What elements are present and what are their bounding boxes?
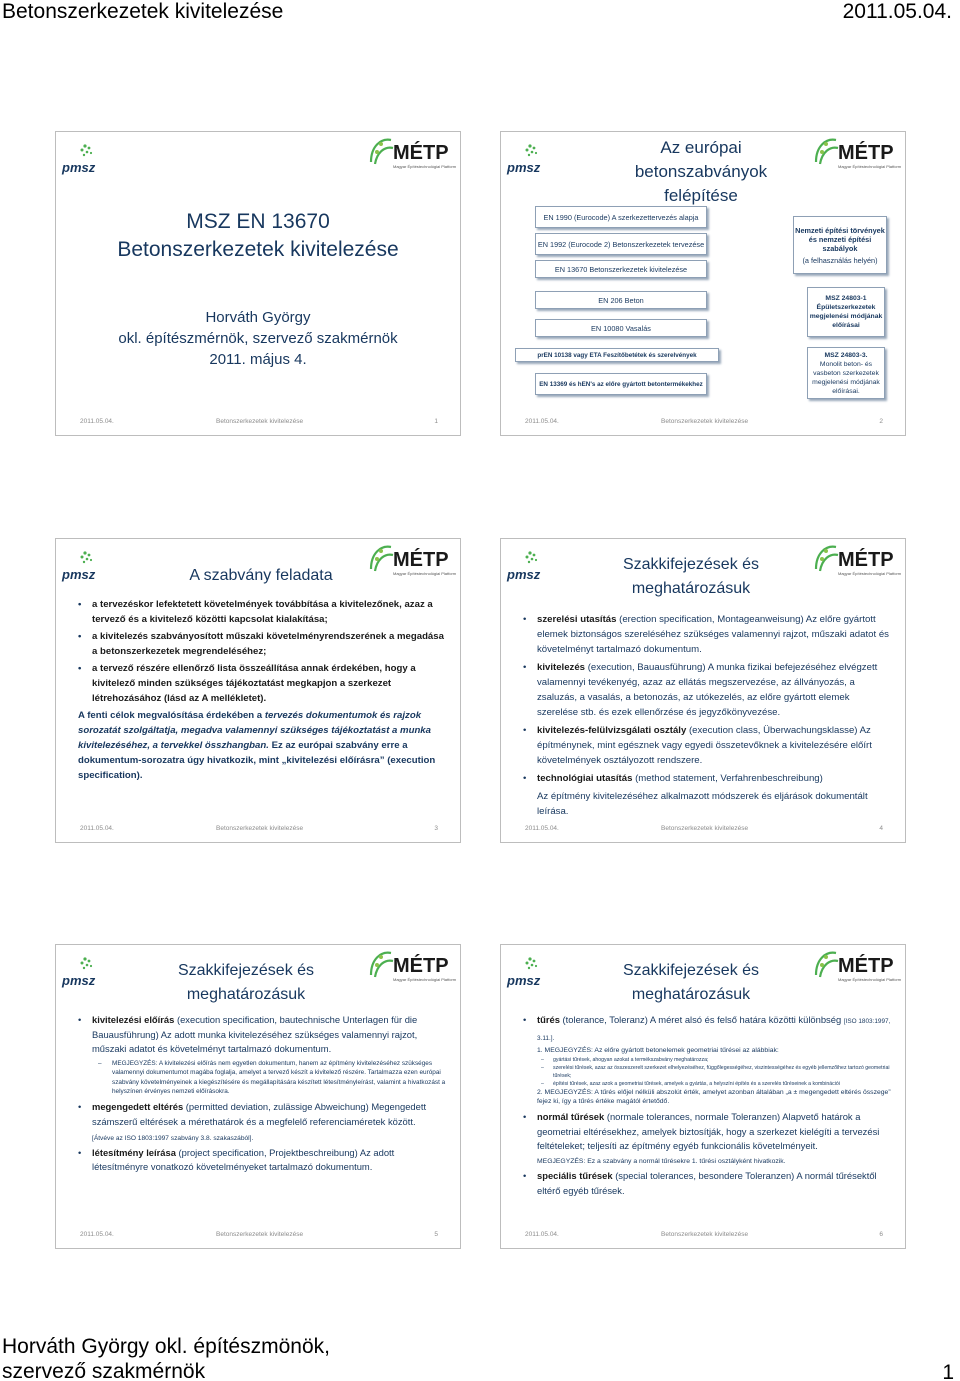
header-date: 2011.05.04.	[842, 0, 952, 23]
svg-text:MÉTP: MÉTP	[393, 549, 449, 571]
pmsz-logo-icon	[506, 953, 546, 993]
note: 1. MEGJEGYZÉS: Az előre gyártott betonelemek geometriai tűrései az alábbiak:	[537, 1047, 779, 1055]
page-header	[0, 0, 960, 26]
metp-logo-icon	[812, 945, 904, 985]
metp-logo-icon	[367, 945, 459, 985]
box-msz-24803-1: MSZ 24803-1 Épületszerkezetek megjelenési módjának előírásai	[807, 287, 885, 337]
bullet: • létesítmény leírása (project specification, Projektbeschreibung) Az adott létesítményre vonatkozó követelményeket tartalmazó dokumentum.	[78, 1146, 448, 1175]
slide-1-title: MSZ EN 13670 Betonszerkezetek kivitelezése	[117, 210, 399, 261]
box-en-206: EN 206 Beton	[535, 291, 707, 309]
reference: [Átvéve az ISO 1803:1997 szabvány 3.8. szakaszából].	[92, 1134, 254, 1142]
slide-5-body	[78, 1013, 448, 1175]
pmsz-logo-icon	[61, 547, 101, 587]
metp-logo-icon	[812, 132, 904, 172]
box-en-13369: EN 13369 és hEN's az előre gyártott betontermékekhez	[535, 373, 707, 395]
note-item: – gyártási tűrések, ahogyan azokat a termékszabvány meghatározza;	[523, 1056, 893, 1064]
box-msz-24803-3: MSZ 24803-3. Monolit beton- és vasbeton szerkezetek megjelenési módjának előírásai.	[807, 347, 885, 399]
metp-logo-icon	[367, 132, 459, 172]
svg-text:pmsz: pmsz	[507, 160, 541, 175]
slide-1	[55, 131, 461, 436]
slide-3-title: A szabvány feladata	[189, 567, 333, 584]
slide-footer: 2011.05.04. Betonszerkezetek kivitelezése 5	[80, 1231, 438, 1238]
slide-footer: 2011.05.04. Betonszerkezetek kivitelezése 4	[525, 825, 883, 832]
slide-6	[500, 944, 906, 1249]
slide-4-title: Szakkifejezések és meghatározásuk	[622, 556, 760, 597]
paragraph: A fenti célok megvalósítása érdekében a tervezés dokumentumok és rajzok sorozatát szolgáltatja, megadva valamennyi szükséges tájékoztatást a munka kivitelezéséhez, a tervekkel összhangban. Ez az európai szabvány erre a dokumentum-sorozatra úgy hivatkozik, mint „kivitelezési előírásra” (execution specification).	[78, 710, 436, 781]
bullet: • normál tűrések (normale tolerances, normale Toleranzen) Alapvető határok a geometriai eltérésekhez, amelyek biztosítják, hogy a szerkezet kielégíti a tervezési feltételeket; teljesíti az építmény egyéb funkcionális követelményeit.	[523, 1110, 893, 1154]
slide-6-title: Szakkifejezések és meghatározásuk	[622, 962, 760, 1003]
slide-2	[500, 131, 906, 436]
svg-text:Magyar Építéstechnológiai Plat: Magyar Építéstechnológiai Platform	[838, 977, 902, 982]
bullet: • kivitelezés-felülvizsgálati osztály (execution class, Überwachungsklasse) Az építménynek, mint egésznek vagy egyedi összetevőknek a kivitelezésére előírt követelmények osztályozott rendszere.	[523, 723, 893, 768]
note: – MEGJEGYZÉS: A kivitelezési előírás nem egyetlen dokumentum, hanem az építmény kivitelezéséhez szükséges valamennyi dokumentumot magába foglalja, amelyet a tervező készít a kivitelező részére. Tartalmazza ezen európai szabvány követelményeinek a kiegészítésére és megállapítására készített létesítményleírást, valamint a hivatkozást a helyszínen érvényes nemzeti előírásokra.	[78, 1059, 448, 1097]
svg-text:pmsz: pmsz	[507, 973, 541, 988]
slide-5	[55, 944, 461, 1249]
bullet: • speciális tűrések (special tolerances, besondere Toleranzen) A normál tűrésektől eltérő egyéb tűrések.	[523, 1169, 893, 1198]
note-item: – építési tűrések, azaz azok a geometriai tűrések, amelyek a gyártás, a helyszíni építés és a szerelés tűréseinek a kombinációi	[523, 1080, 893, 1088]
slide-4	[500, 538, 906, 843]
svg-text:pmsz: pmsz	[62, 160, 96, 175]
note: 2. MEGJEGYZÉS: A tűrés előjel nélküli abszolút érték, amelyet azonban általában „a ± megengedett eltérés összege” fejez ki, így a tűrés értéke magától értetődő.	[537, 1088, 891, 1106]
svg-text:Magyar Építéstechnológiai Plat: Magyar Építéstechnológiai Platform	[393, 164, 457, 169]
box-national-rules: Nemzeti építési törvények és nemzeti építési szabályok (a felhasználás helyén)	[793, 216, 887, 274]
footer-author: Horváth György okl. építészmönök, szervező szakmérnök	[2, 1335, 330, 1381]
slide-footer: 2011.05.04. Betonszerkezetek kivitelezése 6	[525, 1231, 883, 1238]
svg-text:MÉTP: MÉTP	[838, 549, 894, 571]
svg-text:MÉTP: MÉTP	[838, 955, 894, 977]
bullet: • a tervezéskor lefektetett követelmények továbbítása a kivitelezőnek, azaz a tervező és a kivitelező közötti kapcsolat kialakítása;	[78, 597, 448, 627]
note-item: – szerelési tűrések, azaz az összeszerelt szerkezet elhelyezéséhez, függőlegességéhez, viszintességéhez és egyéb jellemzőihez tartozó geometriai tűrések;	[523, 1064, 893, 1080]
slide-4-body	[523, 612, 893, 819]
slide-1-subtitle: Horváth György okl. építészmérnök, szervező szakmérnök 2011. május 4.	[118, 309, 398, 368]
bullet: • szerelési utasítás (erection specification, Montageanweisung) Az előre gyártott elemek biztonságos szereléséhez szükséges valamennyi rajzot, műszaki adatot és követelményt tartalmazó dokumentum.	[523, 612, 893, 657]
slide-2-title: Az európai betonszabványok felépítése	[634, 138, 768, 205]
slide-6-body	[523, 1013, 893, 1199]
svg-text:MÉTP: MÉTP	[838, 142, 894, 164]
svg-text:Magyar Építéstechnológiai Plat: Magyar Építéstechnológiai Platform	[838, 164, 902, 169]
footer-page-number: 1	[942, 1361, 954, 1381]
slide-3-body	[78, 597, 448, 783]
bullet: • a tervező részére ellenőrző lista összeállítása annak érdekében, hogy a kivitelező minden szükséges tájékoztatást megkapjon a szerkezet létrehozásához (lásd az A mellékletet).	[78, 661, 448, 706]
page-footer	[0, 1334, 960, 1380]
bullet: • megengedett eltérés (permitted deviation, zulässige Abweichung) Megengedett számszerű eltérések a mérethatárok és a megfelelő referenciaméretek között.	[78, 1100, 448, 1129]
bullet-continuation: Az építmény kivitelezéséhez alkalmazott módszerek és eljárások dokumentált leírása.	[537, 791, 868, 817]
slide-footer: 2011.05.04. Betonszerkezetek kivitelezése 2	[525, 418, 883, 425]
slide-footer: 2011.05.04. Betonszerkezetek kivitelezése 1	[80, 418, 438, 425]
svg-text:MÉTP: MÉTP	[393, 955, 449, 977]
svg-text:Magyar Építéstechnológiai Plat: Magyar Építéstechnológiai Platform	[838, 571, 902, 576]
svg-text:pmsz: pmsz	[507, 567, 541, 582]
slide-footer: 2011.05.04. Betonszerkezetek kivitelezése 3	[80, 825, 438, 832]
bullet: • a kivitelezés szabványosított műszaki követelményrendszerének a megadása a betonszerkezetek megrendeléséhez;	[78, 629, 448, 659]
bullet: • technológiai utasítás (method statement, Verfahrenbeschreibung)	[523, 771, 893, 786]
svg-text:pmsz: pmsz	[62, 567, 96, 582]
box-en-10080: EN 10080 Vasalás	[535, 319, 707, 337]
box-en-13670: EN 13670 Betonszerkezetek kivitelezése	[535, 260, 707, 278]
header-title: Betonszerkezetek kivitelezése	[2, 0, 284, 23]
box-en-1990: EN 1990 (Eurocode) A szerkezettervezés alapja	[535, 206, 707, 228]
pmsz-logo-icon	[506, 547, 546, 587]
slide-5-title: Szakkifejezések és meghatározásuk	[177, 962, 315, 1003]
note: MEGJEGYZÉS: Ez a szabvány a normál tűrésekre 1. tűrési osztályként hivatkozik.	[537, 1157, 786, 1165]
svg-text:Magyar Építéstechnológiai Plat: Magyar Építéstechnológiai Platform	[393, 571, 457, 576]
bullet: • tűrés (tolerance, Toleranz) A méret alsó és felső határa közötti különbség [ISO 1803:1997, 3.11.].	[523, 1013, 893, 1046]
svg-text:Magyar Építéstechnológiai Plat: Magyar Építéstechnológiai Platform	[393, 977, 457, 982]
metp-logo-icon	[367, 539, 459, 579]
slide-3	[55, 538, 461, 843]
metp-logo-icon	[812, 539, 904, 579]
box-pren-10138: prEN 10138 vagy ETA Feszítőbetétek és szerelvények	[515, 348, 719, 362]
box-en-1992: EN 1992 (Eurocode 2) Betonszerkezetek tervezése	[535, 233, 707, 255]
bullet: • kivitelezés (execution, Bauausführung) A munka fizikai befejezéséhez elvégzett valamennyi tevékenyég, azaz az ellátás megszervezése, az állványozás, a zsaluzás, a vasalás, a betonozás, az utókezelés, az előre gyártott elemek szerelése stb. és ezek ellenőrzése és jegyzőkönyvezése.	[523, 660, 893, 720]
pmsz-logo-icon	[61, 140, 101, 180]
svg-text:pmsz: pmsz	[62, 973, 96, 988]
pmsz-logo-icon	[506, 140, 546, 180]
pmsz-logo-icon	[61, 953, 101, 993]
bullet: • kivitelezési előírás (execution specification, bautechnische Unterlagen für die Bauausführung) Az adott munka kivitelezéséhez szükséges valamennyi rajzot, műszaki adatot és követelményt tartalmazó dokumentum.	[78, 1013, 448, 1057]
svg-text:MÉTP: MÉTP	[393, 142, 449, 164]
